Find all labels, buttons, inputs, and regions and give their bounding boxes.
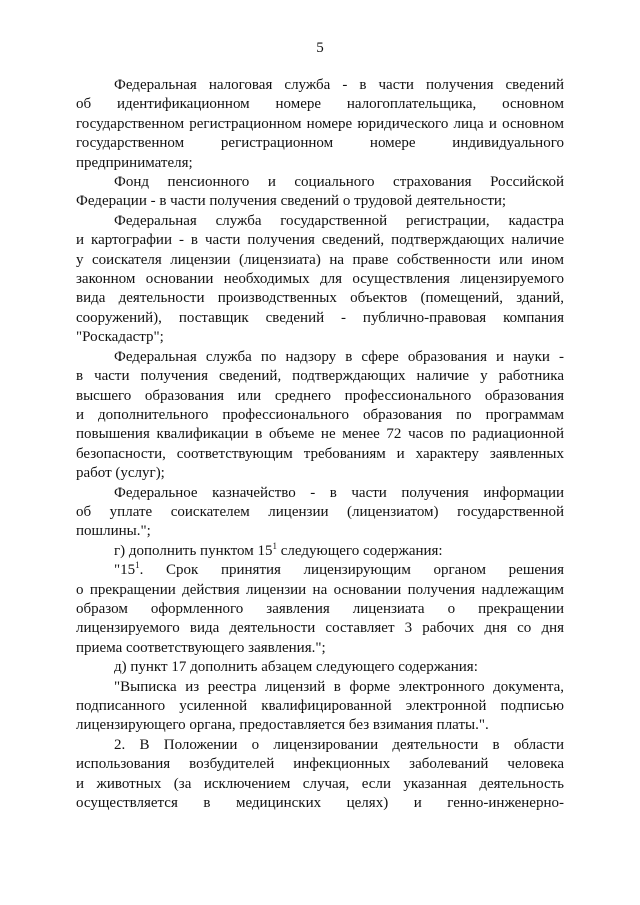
paragraph-kaznacheystvo xyxy=(76,484,564,542)
text-line: Федеральная служба по надзору в сфере образования и науки - xyxy=(114,348,564,365)
superscript: 1 xyxy=(272,540,278,551)
text-line: повышения квалификации в объеме не менее 72 часов по радиационной xyxy=(76,426,564,443)
text-line: в части получения сведений, подтверждающих наличие у работника xyxy=(76,368,564,385)
text-fragment: следующего содержания: xyxy=(277,542,443,559)
text-line: Федеральная служба государственной регистрации, кадастра xyxy=(114,212,564,229)
text-line: Фонд пенсионного и социального страхования Российской xyxy=(114,174,564,191)
text-fragment: г) дополнить пунктом 15 xyxy=(114,542,273,559)
paragraph-item-2 xyxy=(76,736,564,814)
text-line: и животных (за исключением случая, если указанная деятельность xyxy=(76,775,564,792)
text-line: "Выписка из реестра лицензий в форме электронного документа, xyxy=(114,678,564,695)
text-line: приема соответствующего заявления."; xyxy=(76,639,326,656)
paragraph-rosobrnadzor xyxy=(76,348,564,484)
text-line: об идентификационном номере налогоплательщика, основном xyxy=(76,96,564,113)
paragraph-item-g xyxy=(76,542,564,561)
text-line: образом оформленного заявления лицензиата о прекращении xyxy=(76,600,564,617)
text-line: Федеральное казначейство - в части получения информации xyxy=(114,484,564,501)
text-line: Федеральная налоговая служба - в части получения сведений xyxy=(114,77,564,93)
text-line: вида деятельности производственных объектов (помещений, зданий, xyxy=(76,290,564,307)
text-line: 2. В Положении о лицензировании деятельности в области xyxy=(114,736,564,753)
paragraph-sfr xyxy=(76,173,564,212)
paragraph-vypiska xyxy=(76,678,564,736)
paragraph-item-d xyxy=(76,658,564,677)
paragraph-item-15-1 xyxy=(76,561,564,658)
text-line: "Роскадастр"; xyxy=(76,329,164,346)
paragraph-fns xyxy=(76,76,564,173)
text-line: работ (услуг); xyxy=(76,465,165,482)
text-line: государственном регистрационном номере юридического лица и основном xyxy=(76,115,564,132)
text-line: пошлины."; xyxy=(76,523,151,540)
text-line: предпринимателя; xyxy=(76,154,193,171)
text-line: осуществляется в медицинских целях) и генно-инженерно- xyxy=(76,795,564,812)
document-body xyxy=(76,76,564,813)
text-line: законном основании необходимых для осуществления лицензируемого xyxy=(76,271,564,288)
text-line: использования возбудителей инфекционных заболеваний человека xyxy=(76,756,564,773)
text-line: и картографии - в части получения сведений, подтверждающих наличие xyxy=(76,232,564,249)
text-line: д) пункт 17 дополнить абзацем следующего содержания: xyxy=(114,659,478,676)
text-line xyxy=(76,561,564,580)
text-line: безопасности, соответствующим требованиям и характеру заявленных xyxy=(76,445,564,462)
text-line: Федерации - в части получения сведений о трудовой деятельности; xyxy=(76,193,507,210)
text-line: о прекращении действия лицензии на основании получения надлежащим xyxy=(76,581,564,598)
text-line: и дополнительного профессионального образования по программам xyxy=(76,406,564,423)
text-line: сооружений), поставщик сведений - публично-правовая компания xyxy=(76,309,564,326)
text-line: лицензируемого вида деятельности составляет 3 рабочих дня со дня xyxy=(76,620,564,637)
paragraph-rosreestr xyxy=(76,212,564,348)
text-line: об уплате соискателем лицензии (лицензиатом) государственной xyxy=(76,503,564,520)
text-line: подписанного усиленной квалифицированной электронной подписью xyxy=(76,698,564,714)
text-line: у соискателя лицензии (лицензиата) на праве собственности или ином xyxy=(76,251,564,268)
text-line: высшего образования или среднего профессионального образования xyxy=(76,387,564,404)
text-fragment: "15 xyxy=(114,562,136,579)
page-number: 5 xyxy=(316,40,324,56)
superscript: 1 xyxy=(135,560,140,571)
text-fragment: . Срок принятия лицензирующим органом решения xyxy=(139,562,564,579)
text-line: лицензирующего органа, предоставляется без взимания платы.". xyxy=(76,717,489,734)
text-line: государственном регистрационном номере индивидуального xyxy=(76,135,564,152)
text-line xyxy=(76,542,564,561)
